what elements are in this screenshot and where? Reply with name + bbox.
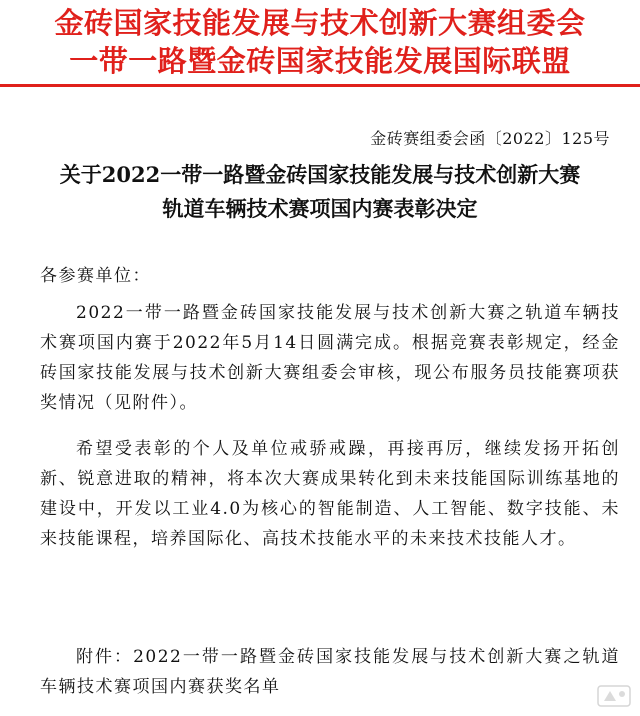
letterhead-line-1: 金砖国家技能发展与技术创新大赛组委会 (54, 6, 586, 40)
watermark-logo-icon (596, 682, 632, 710)
paragraph-announcement: 2022一带一路暨金砖国家技能发展与技术创新大赛之轨道车辆技术赛项国内赛于2022年5月14日圆满完成。根据竞赛表彰规定，经金砖国家技能发展与技术创新大赛组委会审核，现公布服务员技能赛项获奖情况（见附件）。 (40, 303, 620, 413)
salutation: 各参赛单位： (40, 266, 151, 286)
document-title-line-2: 轨道车辆技术赛项国内赛表彰决定 (162, 196, 478, 221)
paragraph-encouragement: 希望受表彰的个人及单位戒骄戒躁，再接再厉，继续发扬开拓创新、锐意进取的精神，将本次大赛成果转化到未来技能国际训练基地的建设中，开发以工业4.0为核心的智能制造、人工智能、数字技能、未来技能课程，培养国际化、高技术技能水平的未来技术技能人才。 (40, 439, 620, 549)
letterhead-divider (0, 84, 640, 87)
document-title (0, 158, 640, 226)
letterhead (0, 4, 640, 80)
document-title-line-1: 关于2022一带一路暨金砖国家技能发展与技术创新大赛 (59, 162, 581, 187)
attachment-note: 附件：2022一带一路暨金砖国家技能发展与技术创新大赛之轨道车辆技术赛项国内赛获奖名单 (40, 647, 620, 697)
document-number: 金砖赛组委会函〔2022〕125号 (370, 129, 610, 148)
letterhead-line-2: 一带一路暨金砖国家技能发展国际联盟 (69, 44, 571, 78)
